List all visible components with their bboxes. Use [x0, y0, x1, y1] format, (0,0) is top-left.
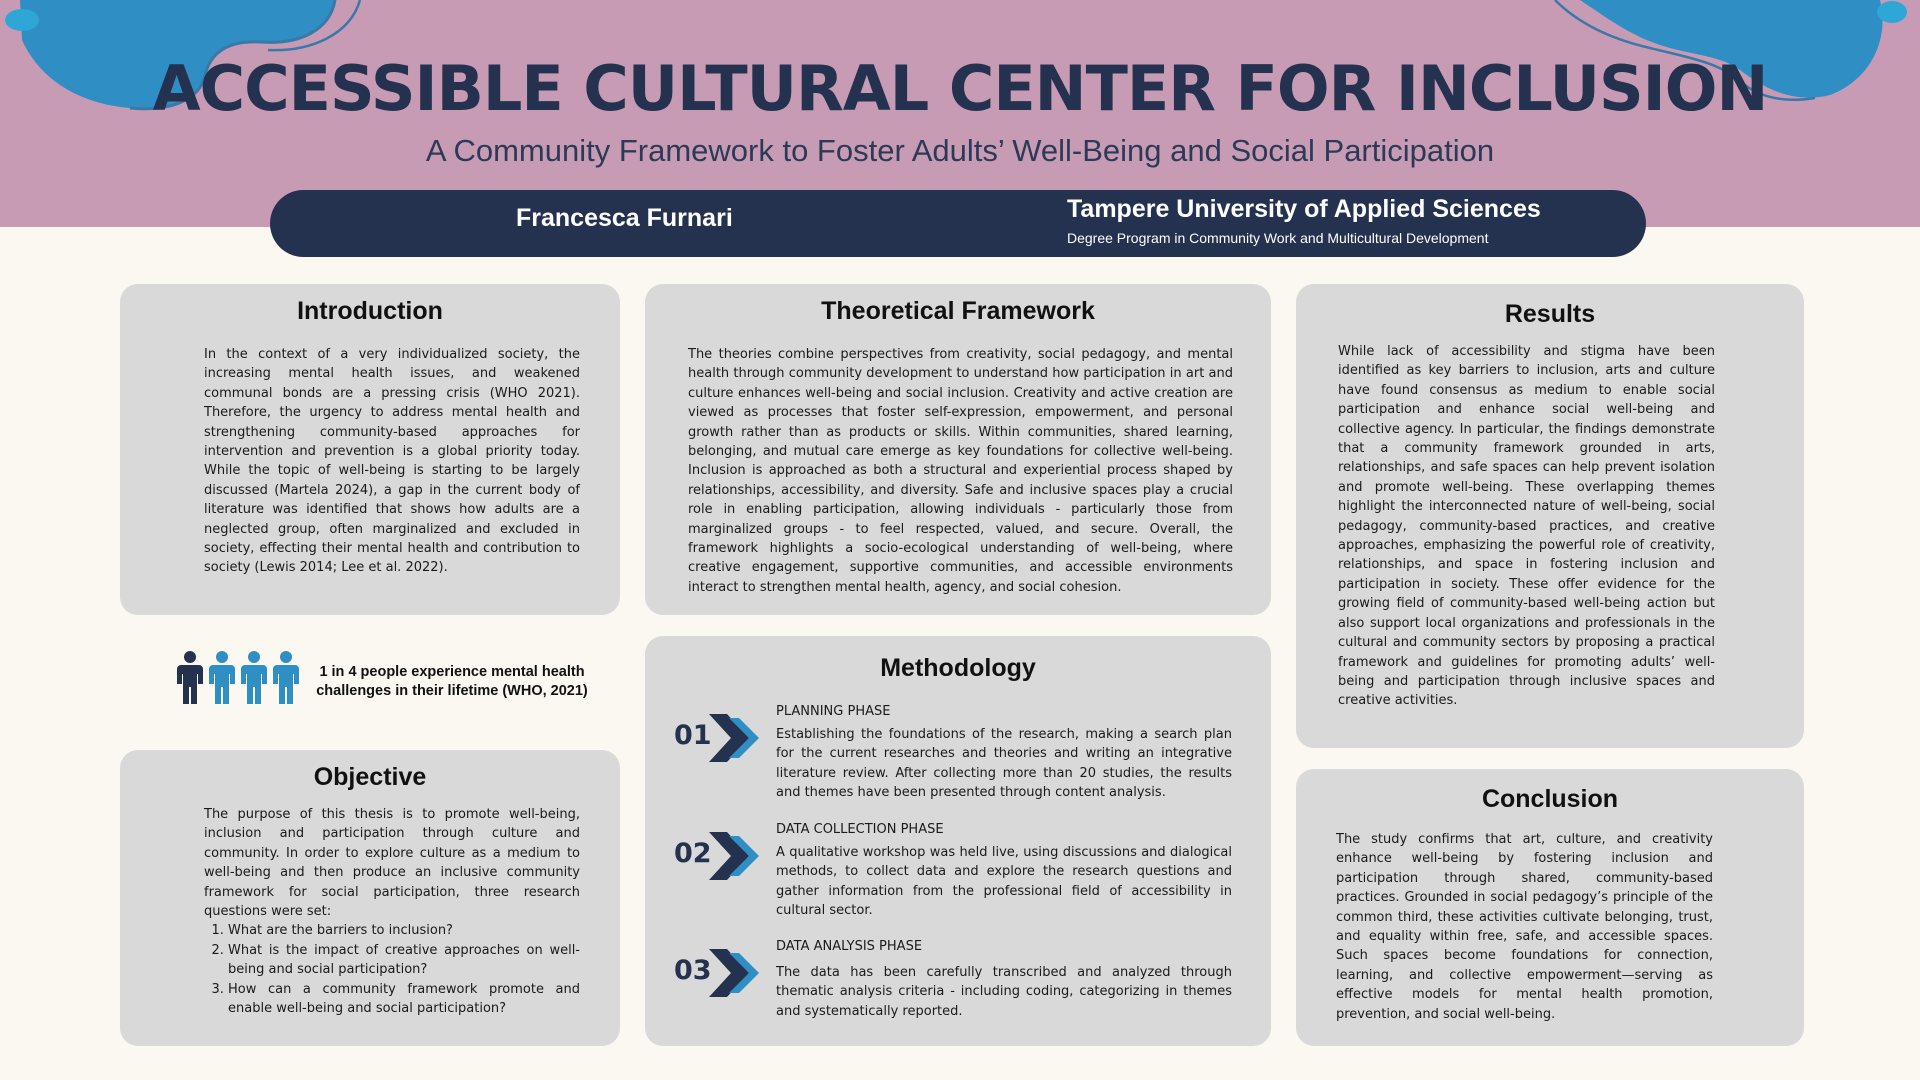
- research-question: 2. What is the impact of creative approaches on well-being and social participation?: [228, 941, 580, 980]
- phase-number: 01: [674, 720, 712, 751]
- chevron-arrow-icon: [705, 830, 765, 882]
- phase-text: The data has been carefully transcribed and analyzed through thematic analysis criteria - including coding, categorizing in themes and systematically reported.: [776, 965, 1232, 1019]
- statistic-text: 1 in 4 people experience mental health challenges in their lifetime (WHO, 2021): [316, 664, 588, 699]
- author-bar: [270, 190, 1646, 257]
- phase-number: 03: [674, 955, 712, 986]
- research-questions-list: [204, 921, 580, 1018]
- research-question: 3. How can a community framework promote and enable well-being and social participation?: [228, 980, 580, 1019]
- author-name: Francesca Furnari: [516, 204, 733, 232]
- university-name: Tampere University of Applied Sciences: [1067, 195, 1541, 223]
- introduction-card: [120, 284, 620, 615]
- results-heading: Results: [1504, 300, 1596, 328]
- chevron-arrow-icon: [705, 947, 765, 999]
- theoretical-framework-heading: Theoretical Framework: [821, 297, 1095, 325]
- introduction-text: In the context of a very individualized society, the increasing mental health issues, and weakened communal bonds are a pressing crisis (WHO 2021). Therefore, the urgency to address mental health and strengthening community-based approaches for intervention and prevention is a global priority today. While the topic of well-being is starting to be largely discussed (Martela 2024), a gap in the current body of literature was identified that shows how adults are a neglected group, often marginalized and excluded in society, effecting their mental health and contribution to society (Lewis 2014; Lee et al. 2022).: [204, 347, 580, 576]
- conclusion-heading: Conclusion: [1481, 785, 1619, 813]
- phase-title: DATA COLLECTION PHASE: [776, 822, 944, 837]
- poster-subtitle: A Community Framework to Foster Adults’ Well-Being and Social Participation: [425, 133, 1495, 168]
- people-icon: [176, 650, 300, 706]
- phase-title: PLANNING PHASE: [776, 704, 891, 719]
- conclusion-card: [1296, 769, 1804, 1046]
- results-card: [1296, 284, 1804, 748]
- mental-health-statistic: [176, 650, 616, 706]
- theoretical-framework-card: [645, 284, 1271, 615]
- objective-heading: Objective: [313, 763, 427, 791]
- phase-title: DATA ANALYSIS PHASE: [776, 939, 923, 954]
- objective-card: [120, 750, 620, 1046]
- degree-program: Degree Program in Community Work and Multicultural Development: [1067, 230, 1489, 246]
- phase-text: Establishing the foundations of the research, making a search plan for the current researches and theories and writing an integrative literature review. After collecting more than 20 studies, the results and themes have been presented through content analysis.: [776, 727, 1232, 801]
- research-question: 1. What are the barriers to inclusion?: [228, 921, 580, 940]
- methodology-heading: Methodology: [880, 654, 1036, 682]
- chevron-arrow-icon: [705, 712, 765, 764]
- methodology-card: [645, 636, 1271, 1046]
- results-text: While lack of accessibility and stigma have been identified as key barriers to inclusion, arts and culture have found consensus as medium to enable social participation and enhance social well-being and collective agency. In particular, the findings demonstrate that a community framework grounded in arts, relationships, and safe spaces can help prevent isolation and promote well-being. These overlapping themes highlight the interconnected nature of well-being, social pedagogy, community-based practices, and creative approaches, emphasizing the powerful role of creativity, relationships, and space in fostering inclusion and participation in society. These offer evidence for the growing field of community-based well-being action but also support local organizations and professionals in the cultural and community sectors by proposing a practical framework and guidelines for promoting adults’ well-being and participation through inclusive spaces and creative activities.: [1338, 344, 1715, 709]
- introduction-heading: Introduction: [297, 297, 443, 325]
- phase-number: 02: [674, 838, 712, 869]
- objective-body: [204, 805, 580, 1018]
- objective-text: The purpose of this thesis is to promote well-being, inclusion and participation through culture and community. In order to explore culture as a medium to well-being and then produce an inclusive community framework for social participation, three research questions were set:: [204, 807, 580, 920]
- theoretical-framework-text: The theories combine perspectives from creativity, social pedagogy, and mental health through community development to understand how participation in art and culture enhances well-being and social inclusion. Creativity and active creation are viewed as processes that foster self-expression, empowerment, and personal growth rather than as products or skills. Within communities, shared learning, belonging, and mutual care emerge as key foundations for collective well-being. Inclusion is approached as both a structural and experiential process shaped by relationships, accessibility, and diversity. Safe and inclusive spaces play a crucial role in enabling participation, allowing individuals - particularly those from marginalized groups - to feel respected, valued, and secure. Overall, the framework highlights a socio-ecological understanding of well-being, where creative engagement, supportive communities, and accessible environments interact to strengthen mental health, agency, and social cohesion.: [688, 347, 1233, 595]
- phase-text: A qualitative workshop was held live, using discussions and dialogical methods, to collect data and explore the research questions and gather information from the professional field of accessibility in cultural sector.: [776, 845, 1232, 919]
- conclusion-text: The study confirms that art, culture, and creativity enhance well-being by fostering inclusion and participation through shared, community-based practices. Grounded in social pedagogy’s principle of the common third, these activities cultivate belonging, trust, and equality within free, safe, and accessible spaces. Such spaces become foundations for connection, learning, and collective empowerment—serving as effective models for mental health promotion, prevention, and social well-being.: [1336, 832, 1713, 1022]
- poster-title: ACCESSIBLE CULTURAL CENTER FOR INCLUSION: [152, 52, 1768, 125]
